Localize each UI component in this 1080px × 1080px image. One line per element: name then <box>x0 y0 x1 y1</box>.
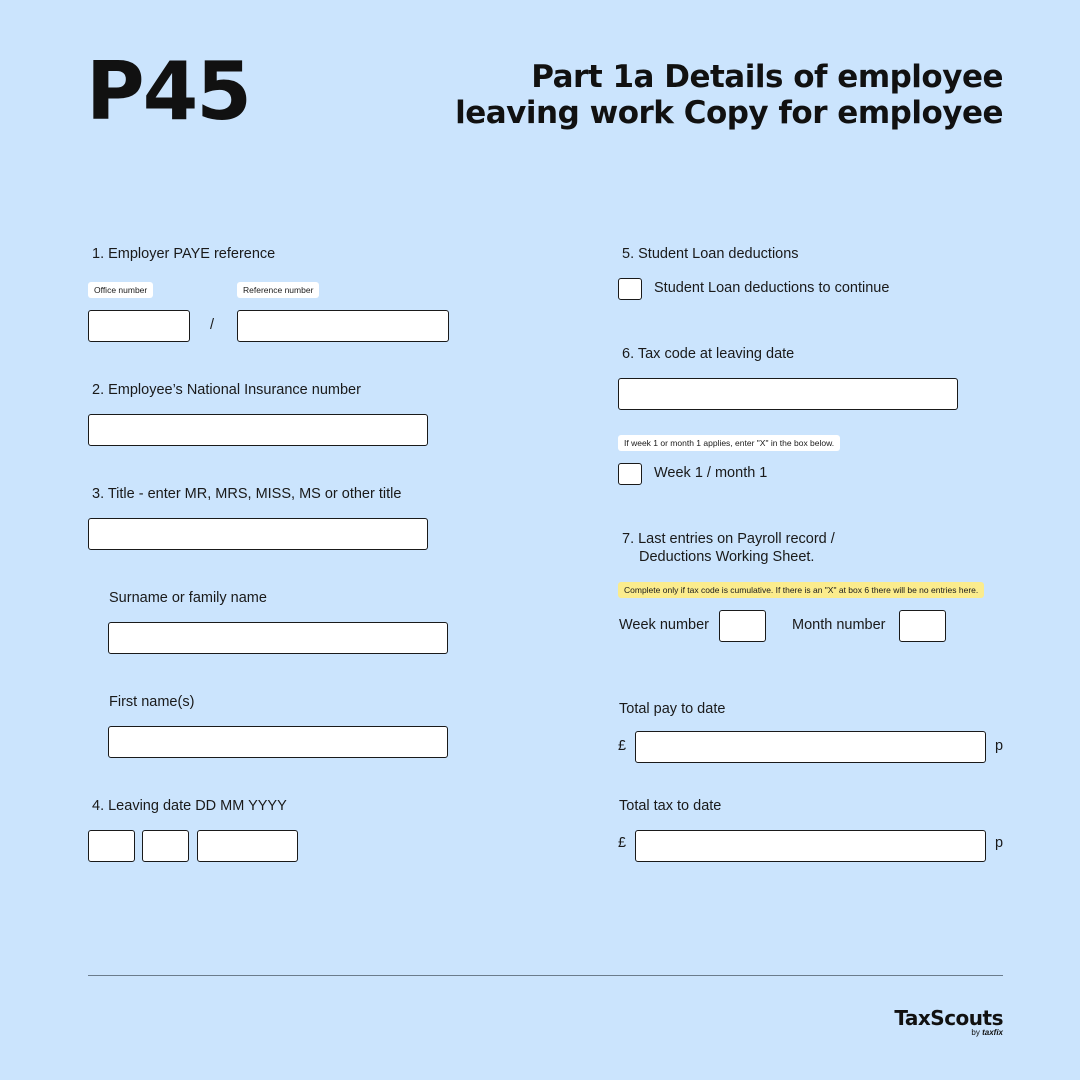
tax-code-input[interactable] <box>618 378 958 410</box>
total-pay-pence: p <box>995 738 1004 754</box>
week-number-label: Week number <box>619 617 709 633</box>
form-code: P45 <box>86 45 250 138</box>
parent-brand: taxfix <box>982 1028 1003 1037</box>
brand-byline <box>971 1028 1003 1037</box>
paye-separator: / <box>210 317 215 333</box>
office-number-input[interactable] <box>88 310 190 342</box>
ni-number-input[interactable] <box>88 414 428 446</box>
form-title: Part 1a Details of employee leaving work Copy for employee <box>455 59 1003 131</box>
q5-label: 5. Student Loan deductions <box>622 246 799 262</box>
student-loan-checkbox[interactable] <box>618 278 642 300</box>
total-pay-label: Total pay to date <box>619 701 726 717</box>
q6-label: 6. Tax code at leaving date <box>622 346 795 362</box>
total-tax-input[interactable] <box>635 830 986 862</box>
student-loan-checkbox-label: Student Loan deductions to continue <box>654 280 890 296</box>
total-tax-label: Total tax to date <box>619 798 722 814</box>
cumulative-note: Complete only if tax code is cumulative. If there is an "X" at box 6 there will be no entries here. <box>618 582 984 598</box>
week1-month1-label: Week 1 / month 1 <box>654 465 768 481</box>
month-number-input[interactable] <box>899 610 946 642</box>
surname-label: Surname or family name <box>109 590 267 606</box>
leaving-day-input[interactable] <box>88 830 135 862</box>
surname-input[interactable] <box>108 622 448 654</box>
total-tax-pence: p <box>995 835 1004 851</box>
q1-label: 1. Employer PAYE reference <box>92 246 276 262</box>
q4-label: 4. Leaving date DD MM YYYY <box>92 798 287 814</box>
firstname-input[interactable] <box>108 726 448 758</box>
total-pay-currency: £ <box>618 738 627 754</box>
q3-label: 3. Title - enter MR, MRS, MISS, MS or other title <box>92 486 402 502</box>
brand-by: by <box>971 1028 980 1037</box>
reference-number-tag: Reference number <box>237 282 319 298</box>
week-number-input[interactable] <box>719 610 766 642</box>
week1-month1-checkbox[interactable] <box>618 463 642 485</box>
total-pay-input[interactable] <box>635 731 986 763</box>
month-number-label: Month number <box>792 617 886 633</box>
total-tax-currency: £ <box>618 835 627 851</box>
q7-label-line1: 7. Last entries on Payroll record / <box>622 531 835 547</box>
brand-logo: TaxScouts <box>894 1006 1003 1030</box>
footer-divider <box>88 975 1003 976</box>
leaving-month-input[interactable] <box>142 830 189 862</box>
q7-label-line2: Deductions Working Sheet. <box>639 549 815 565</box>
leaving-year-input[interactable] <box>197 830 298 862</box>
q2-label: 2. Employee’s National Insurance number <box>92 382 361 398</box>
reference-number-input[interactable] <box>237 310 449 342</box>
week1-note: If week 1 or month 1 applies, enter "X" in the box below. <box>618 435 840 451</box>
title-input[interactable] <box>88 518 428 550</box>
office-number-tag: Office number <box>88 282 153 298</box>
firstname-label: First name(s) <box>109 694 195 710</box>
